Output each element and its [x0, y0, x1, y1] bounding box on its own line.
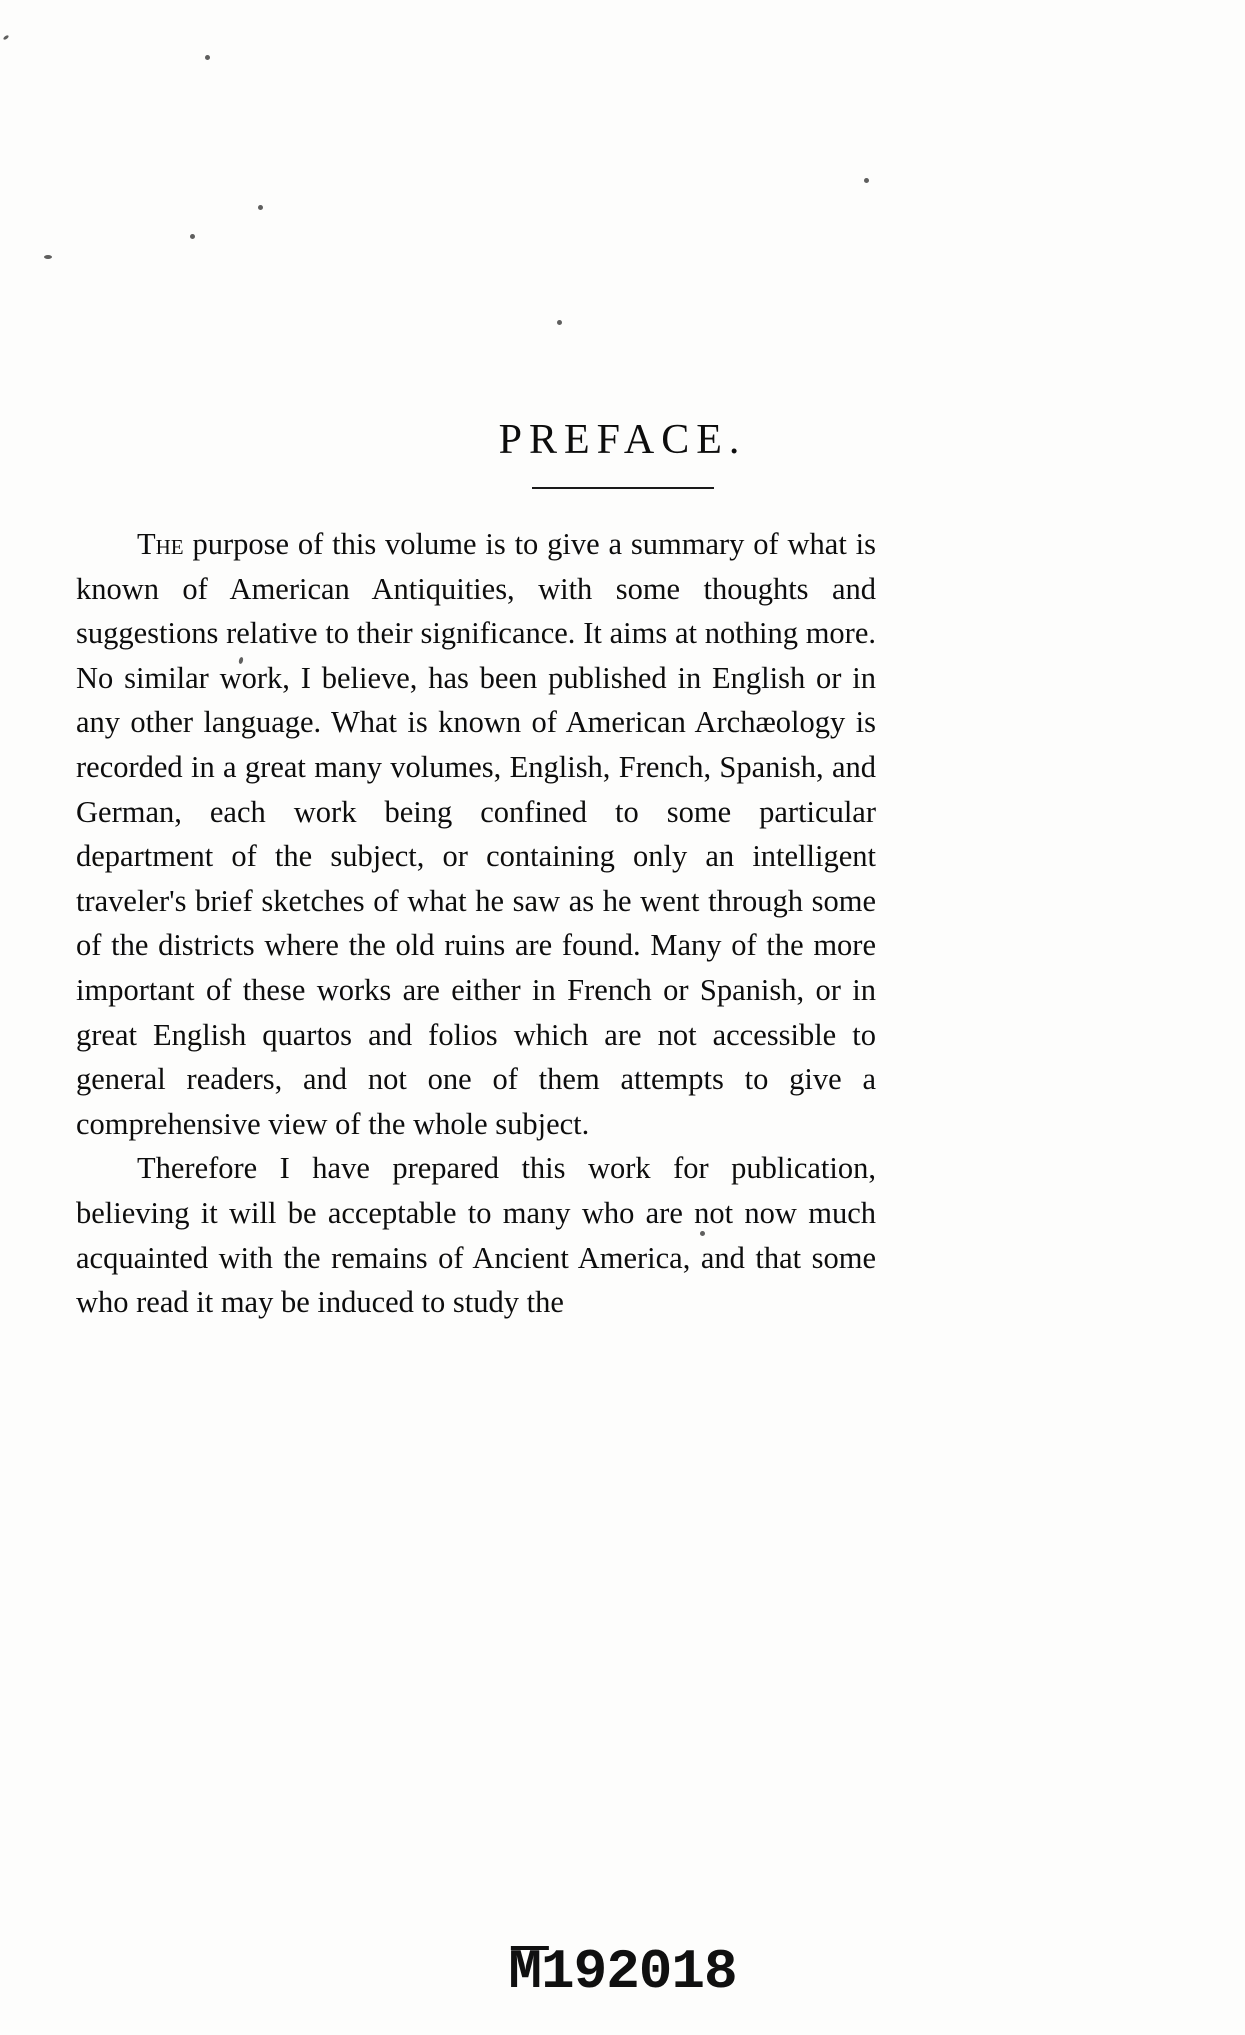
scan-speck: [557, 320, 562, 325]
title-divider-rule: [532, 487, 714, 489]
page-title: PREFACE.: [498, 417, 747, 464]
paragraph-1-text: purpose of this volume is to give a summary of what is known of American Antiquities, with some thoughts and suggestions relative to their significance. It aims at nothing more. No similar work, I believe, has been published in English or in any other language. What is known of American Archæology is recorded in a great many volumes, English, French, Spanish, and German, each work being confined to some particular department of the subject, or containing only an intelligent traveler's brief sketches of what he saw as he went through some of the districts where the old ruins are found. Many of the more important of these works are either in French or Spanish, or in great English quartos and folios which are not accessible to general readers, and not one of them attempts to give a comprehensive view of the whole subject.: [76, 527, 876, 1141]
scan-speck: [205, 55, 210, 60]
scan-speck: [190, 234, 195, 239]
stamp-overline: [510, 1946, 548, 1950]
stamp-number: M192018: [508, 1940, 737, 2004]
preface-body: [76, 522, 876, 1325]
paragraph-1: [76, 522, 876, 1146]
scan-speck: [3, 35, 10, 41]
library-stamp: [508, 1940, 736, 2004]
paragraph-1-lead-smallcaps: The: [137, 527, 184, 561]
scan-speck: [258, 205, 263, 210]
paragraph-2: [76, 1146, 876, 1324]
scan-speck: [864, 178, 869, 183]
scan-speck: [44, 255, 52, 259]
paragraph-2-text: Therefore I have prepared this work for publication, believing it will be acceptable to many who are not now much acquainted with the remains of Ancient America, and that some who read it may be induced to study the: [76, 1151, 876, 1320]
